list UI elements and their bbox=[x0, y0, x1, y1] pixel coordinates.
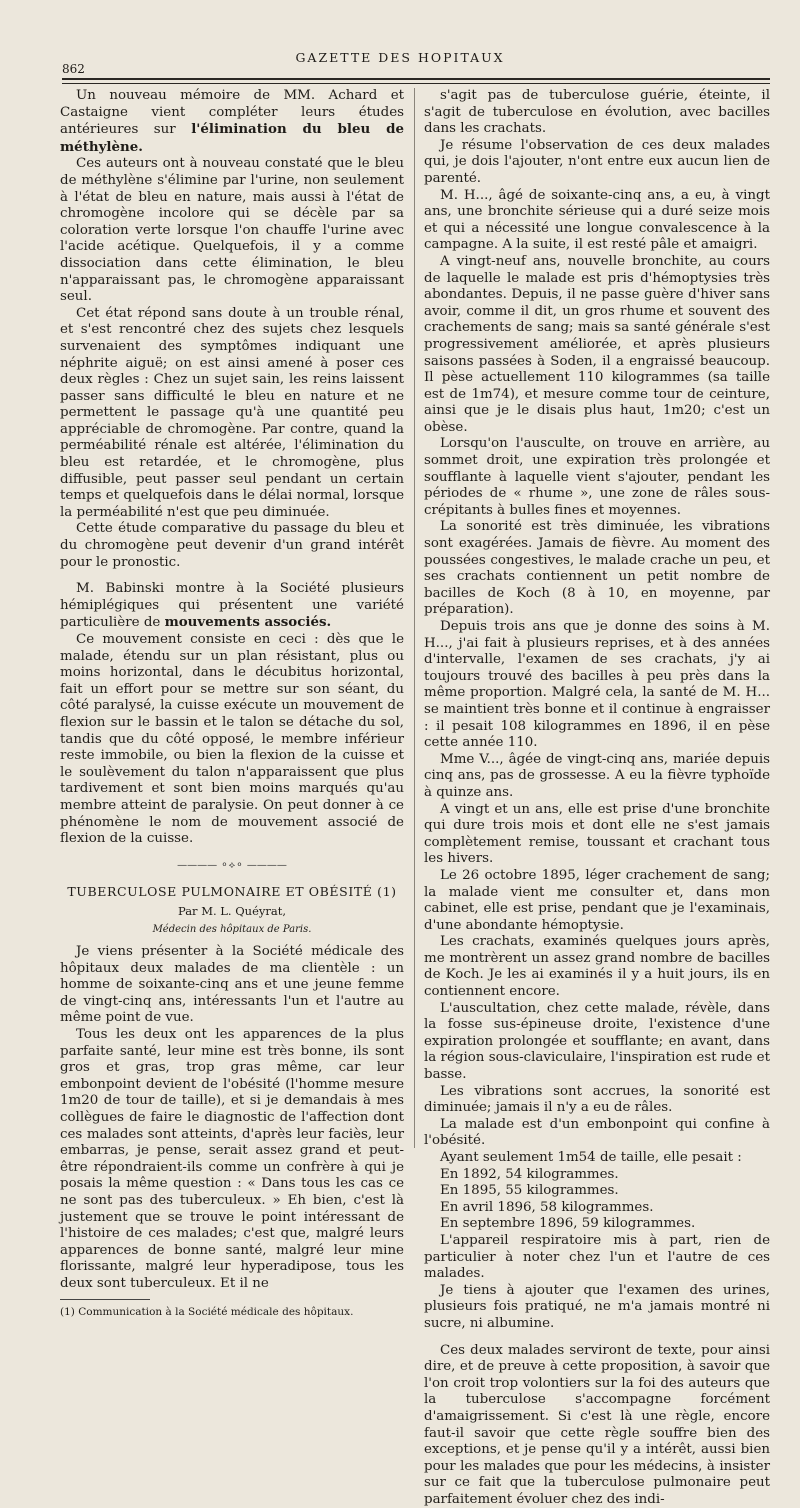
bold-phrase: l'élimination du bleu de méthylène. bbox=[60, 121, 404, 155]
paragraph: Ce mouvement consiste en ceci : dès que le malade, étendu sur un plan résistant, plus ou moins horizontal, dans le décubitus horizontal, fait un effort pour se mettre sur son séant, du côté paralysé, la cuisse exécute un mouvement de flexion sur le bassin et le talon se détache du sol, tandis que du côté opposé, le membre inférieur reste immobile, ou bien la flexion de la cuisse et le soulèvement du talon n'apparaissent que plus tardivement et sont bien moins marqués qu'au membre atteint de paralysie. On peut donner à ce phénomène le nom de mouvement associé de flexion de la cuisse. bbox=[60, 632, 404, 847]
text: Un nouveau mémoire de MM. Achard et Castaigne vient compléter leurs études antérieures sur bbox=[60, 88, 404, 138]
page-number: 862 bbox=[62, 62, 85, 76]
section-ornament: ———— ⚬⟡⚬ ———— bbox=[177, 859, 287, 871]
paragraph: L'appareil respiratoire mis à part, rien de particulier à noter chez l'un et l'autre de ces malades. bbox=[424, 1232, 770, 1282]
bold-phrase: mouvements associés. bbox=[164, 614, 332, 631]
paragraph bbox=[60, 581, 404, 632]
weight-entry: En 1892, 54 kilogrammes. bbox=[440, 1166, 619, 1182]
paragraph: Depuis trois ans que je donne des soins à M. H..., j'ai fait à plusieurs reprises, et à des années d'intervalle, l'examen de ses crachats, j'y ai toujours trouvé des bacilles à peu près dans la même proportion. Malgré cela, la santé de M. H... se maintient très bonne et il continue à engraisser : il pesait 108 kilogrammes en 1896, il en pèse cette année 110. bbox=[424, 619, 770, 751]
article-author: Par M. L. Quéyrat, bbox=[177, 903, 287, 918]
paragraph: Je résume l'observation de ces deux malades qui, je dois l'ajouter, n'ont entre eux aucun lien de parenté. bbox=[424, 137, 770, 186]
paragraph: Cette étude comparative du passage du bleu et du chromogène peut devenir d'un grand intérêt pour le pronostic. bbox=[60, 521, 404, 570]
author-affiliation: Médecin des hôpitaux de Paris. bbox=[152, 923, 312, 935]
paragraph: Les crachats, examinés quelques jours après, me montrèrent un assez grand nombre de bacilles de Koch. Je les ai examinés il y a huit jours, ils en contiennent encore. bbox=[424, 934, 770, 1000]
paragraph: A vingt-neuf ans, nouvelle bronchite, au cours de laquelle le malade est pris d'hémoptysies très abondantes. Depuis, il ne passe guère d'hiver sans avoir, comme il dit, un gros rhume et souvent des crachements de sang; mais sa santé générale s'est progressivement améliorée, et après plusieurs saisons passées à Soden, il a engraissé beaucoup. Il pèse actuellement 110 kilogrammes (sa taille est de 1m74), et mesure comme tour de ceinture, ainsi que je le disais plus haut, 1m20; c'est un obèse. bbox=[424, 253, 770, 435]
spacer bbox=[60, 571, 404, 581]
paragraph: La sonorité est très diminuée, les vibrations sont exagérées. Jamais de fièvre. Au moment des poussées congestives, le malade crache un peu, et ses crachats contiennent un petit nombre de bacilles de Koch (8 à 10, en moyenne, par préparation). bbox=[424, 519, 770, 618]
right-column bbox=[424, 88, 770, 1508]
paragraph: A vingt et un ans, elle est prise d'une bronchite qui dure trois mois et dont elle ne s'est jamais complètement remise, toussant et crachant tous les hivers. bbox=[424, 801, 770, 867]
footnote-rule bbox=[60, 1299, 150, 1300]
paragraph: s'agit pas de tuberculose guérie, éteinte, il s'agit de tuberculose en évolution, avec bacilles dans les crachats. bbox=[424, 88, 770, 137]
paragraph: L'auscultation, chez cette malade, révèle, dans la fosse sus-épineuse droite, l'existence d'une expiration prolongée et soufflante; en avant, dans la région sous-claviculaire, l'inspiration est rude et basse. bbox=[424, 1000, 770, 1083]
paragraph: Ayant seulement 1m54 de taille, elle pesait : bbox=[440, 1150, 742, 1165]
column-divider bbox=[414, 88, 415, 1148]
spacer bbox=[424, 1333, 770, 1343]
text: M. Babinski montre à la Société plusieurs hémiplégiques qui présentent une variété particulière de bbox=[60, 581, 404, 631]
article-title: TUBERCULOSE PULMONAIRE ET OBÉSITÉ (1) bbox=[67, 884, 397, 900]
paragraph: Mme V..., âgée de vingt-cinq ans, mariée depuis cinq ans, pas de grossesse. A eu la fièvre typhoïde à quinze ans. bbox=[424, 751, 770, 800]
paragraph: M. H..., âgé de soixante-cinq ans, a eu, à vingt ans, une bronchite sérieuse qui a duré seize mois et qui a nécessité une longue convalescence à la campagne. A la suite, il est resté pâle et amaigri. bbox=[424, 187, 770, 253]
paragraph bbox=[60, 88, 404, 156]
paragraph: Cet état répond sans doute à un trouble rénal, et s'est rencontré chez des sujets chez lesquels survenaient des symptômes indiquant une néphrite aiguë; on est ainsi amené à poser ces deux règles : Chez un sujet sain, les reins laissent passer sans difficulté le bleu en nature et ne permettent le passage qu'à une quantité peu appréciable de chromogène. Par contre, quand la perméabilité rénale est altérée, l'élimination du bleu est retardée, et le chromogène, plus diffusible, peut passer seul pendant un certain temps et quelquefois dans le délai normal, lorsque la perméabilité n'est que peu diminuée. bbox=[60, 305, 404, 520]
paragraph: Les vibrations sont accrues, la sonorité est diminuée; jamais il n'y a eu de râles. bbox=[424, 1083, 770, 1116]
weight-entry: En 1895, 55 kilogrammes. bbox=[440, 1183, 619, 1199]
left-column bbox=[60, 88, 404, 1320]
paragraph: La malade est d'un embonpoint qui confine à l'obésité. bbox=[424, 1116, 770, 1149]
paragraph: Le 26 octobre 1895, léger crachement de sang; la malade vient me consulter et, dans mon cabinet, elle est prise, pendant que je l'examinais, d'une abondante hémoptysie. bbox=[424, 867, 770, 933]
paragraph: Lorsqu'on l'ausculte, on trouve en arrière, au sommet droit, une expiration très prolongée et soufflante à laquelle vient s'ajouter, pendant les périodes de « rhume », une zone de râles sous-crépitants à bulles fines et moyennes. bbox=[424, 436, 770, 518]
weight-entry: En septembre 1896, 59 kilogrammes. bbox=[440, 1216, 696, 1232]
weight-entry: En avril 1896, 58 kilogrammes. bbox=[440, 1199, 654, 1215]
paragraph: Je viens présenter à la Société médicale des hôpitaux deux malades de ma clientèle : un homme de soixante-cinq ans et une jeune femme de vingt-cinq ans, intéressants l'un et l'autre au même point de vue. bbox=[60, 944, 404, 1026]
running-title: GAZETTE DES HOPITAUX bbox=[295, 50, 505, 65]
paragraph: Je tiens à ajouter que l'examen des urines, plusieurs fois pratiqué, ne m'a jamais montré ni sucre, ni albumine. bbox=[424, 1282, 770, 1331]
paragraph: Ces auteurs ont à nouveau constaté que le bleu de méthylène s'élimine par l'urine, non seulement à l'état de bleu en nature, mais aussi à l'état de chromogène incolore qui se décèle par sa coloration verte lorsque l'on chauffe l'urine avec l'acide acétique. Quelquefois, il y a comme dissociation dans cette élimination, le bleu n'apparaissant pas, le chromogène apparaissant seul. bbox=[60, 156, 404, 305]
header-rule bbox=[62, 78, 770, 84]
paragraph: Ces deux malades serviront de texte, pour ainsi dire, et de preuve à cette proposition, à savoir que l'on croit trop volontiers sur la foi des auteurs que la tuberculose s'accompagne forcément d'amaigrissement. Si c'est là une règle, encore faut-il savoir que cette règle souffre bien des exceptions, et je pense qu'il y a intérêt, aussi bien pour les malades que pour les médecins, à insister sur ce fait que la tuberculose pulmonaire peut parfaitement évoluer chez des indi- bbox=[424, 1342, 770, 1507]
paragraph: Tous les deux ont les apparences de la plus parfaite santé, leur mine est très bonne, ils sont gros et gras, trop gras même, car leur embonpoint devient de l'obésité (l'homme mesure 1m20 de tour de taille), et si je demandais à mes collègues de faire le diagnostic de l'affection dont ces malades sont atteints, d'après leur faciès, leur embarras, je pense, serait assez grand et peut-être répondraient-ils comme un confrère à qui je posais la même question : « Dans tous les cas ce ne sont pas des tuberculeux. » Eh bien, c'est là justement que se trouve le point intéressant de l'histoire de ces malades; c'est que, malgré leurs apparences de bonne santé, malgré leur mine florissante, malgré leur hyperadipose, tous les deux sont tuberculeux. Et il ne bbox=[60, 1027, 404, 1291]
footnote: (1) Communication à la Société médicale des hôpitaux. bbox=[60, 1305, 354, 1318]
